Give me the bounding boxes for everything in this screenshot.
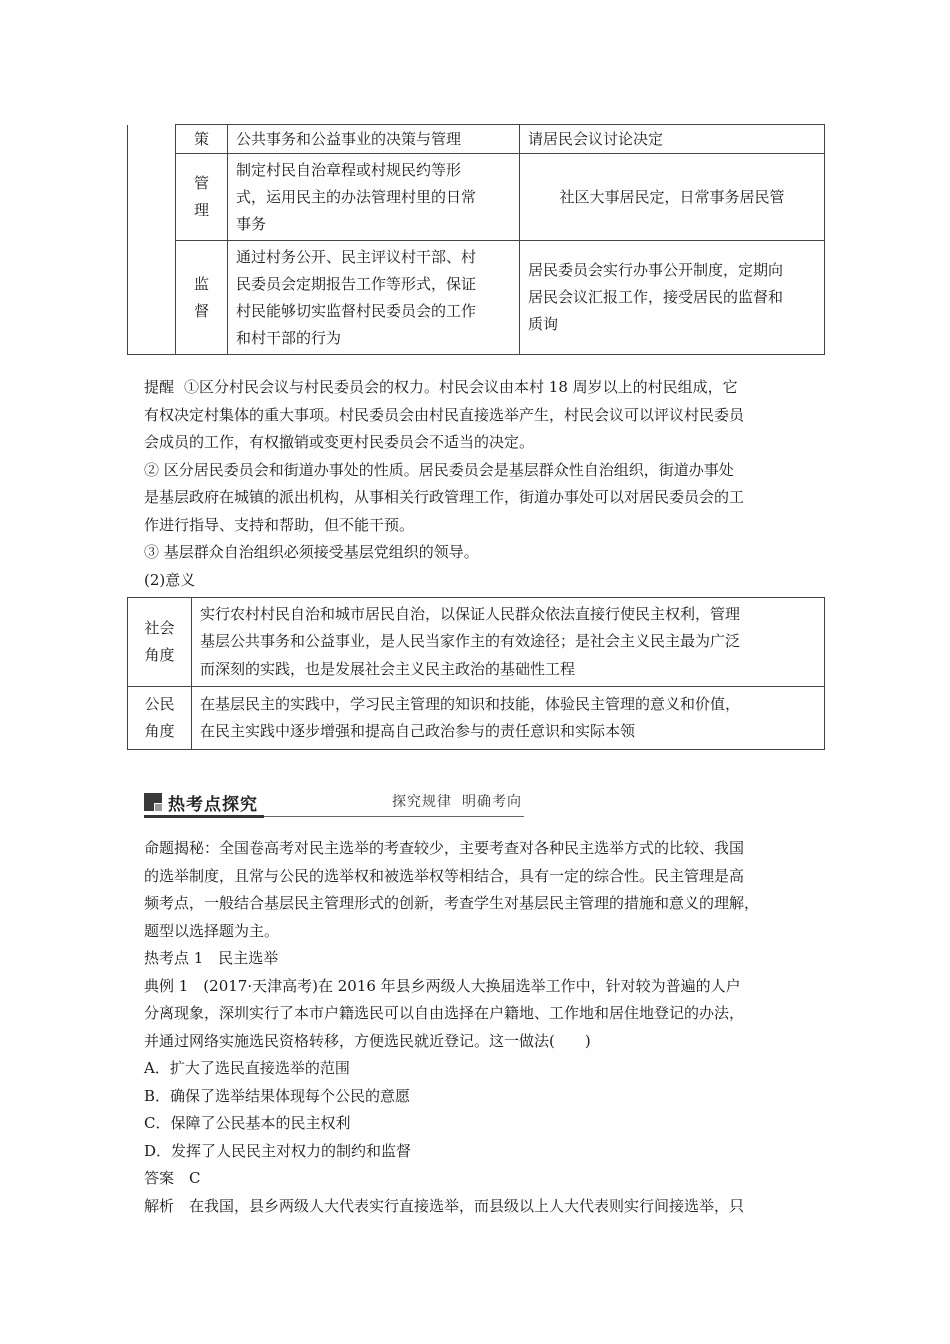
table-row <box>128 154 825 241</box>
body-line: 命题揭秘：全国卷高考对民主选举的考查较少，主要考查对各种民主选举方式的比较、我国 <box>144 839 745 857</box>
reminder-line: 会成员的工作，有权撤销或变更村民委员会不适当的决定。 <box>144 433 535 451</box>
reminder-line: ③ 基层群众自治组织必须接受基层党组织的领导。 <box>144 543 479 561</box>
village-cell: 公共事务和公益事业的决策与管理 <box>228 125 520 154</box>
self-governance-comparison-table <box>127 124 825 355</box>
body-text <box>144 835 824 1220</box>
reminder-line: ② 区分居民委员会和街道办事处的性质。居民委员会是基层群众性自治组织，街道办事处 <box>144 460 734 479</box>
resident-cell: 居民委员会实行办事公开制度，定期向 居民会议汇报工作，接受居民的监督和 质询 <box>520 241 825 355</box>
table-row <box>128 598 825 687</box>
reminder-line: 是基层政府在城镇的派出机构，从事相关行政管理工作，街道办事处可以对居民委员会的工 <box>144 488 745 506</box>
merged-blank-cell <box>128 125 176 355</box>
example-question-line: 典例 1 (2017·天津高考)在 2016 年县乡两级人大换届选举工作中，针对较为普遍的人户 <box>144 976 741 995</box>
section-underline <box>144 815 524 818</box>
reminder-line: 提醒 ①区分村民会议与村民委员会的权力。村民会议由本村 18 周岁以上的村民组成，它 <box>144 378 738 396</box>
body-line: 频考点，一般结合基层民主管理形式的创新，考查学生对基层民主管理的措施和意义的理解， <box>144 894 760 912</box>
reminder-line: 作进行指导、支持和帮助，但不能干预。 <box>144 515 415 534</box>
category-cell: 管 理 <box>176 154 228 241</box>
content-cell: 在基层民主的实践中，学习民主管理的知识和技能，体验民主管理的意义和价值， 在民主实践中逐步增强和提高自己政治参与的责任意识和实际本领 <box>192 687 825 750</box>
village-cell: 通过村务公开、民主评议村干部、村 民委员会定期报告工作等形式，保证 村民能够切实监督村民委员会的工作 和村干部的行为 <box>228 241 520 355</box>
example-question-line: 分离现象，深圳实行了本市户籍选民可以自由选择在户籍地、工作地和居住地登记的办法， <box>144 1004 745 1022</box>
reminder-line: 有权决定村集体的重大事项。村民委员会由村民直接选举产生，村民会议可以评议村民委员 <box>144 405 745 424</box>
section-title: 热考点探究 <box>168 795 258 815</box>
table-row <box>128 241 825 355</box>
significance-table <box>127 597 825 750</box>
example-question-line: 并通过网络实施选民资格转移，方便选民就近登记。这一做法( ) <box>144 1031 591 1050</box>
content-cell: 实行农村村民自治和城市居民自治，以保证人民群众依法直接行使民主权利，管理 基层公共事务和公益事业，是人民当家作主的有效途径；是社会主义民主最为广泛 而深刻的实践，也是发展社会主义民主政治的基础性工程 <box>192 598 825 687</box>
table-row <box>128 125 825 154</box>
table-row <box>128 687 825 750</box>
option-a: A．扩大了选民直接选举的范围 <box>144 1059 350 1077</box>
analysis-line: 解析 在我国，县乡两级人大代表实行直接选举，而县级以上人大代表则实行间接选举，只 <box>144 1196 745 1215</box>
resident-cell: 请居民会议讨论决定 <box>520 125 825 154</box>
reminder-label: 提醒 <box>144 378 175 396</box>
option-b: B．确保了选举结果体现每个公民的意愿 <box>144 1086 411 1105</box>
body-line: 题型以选择题为主。 <box>144 921 280 940</box>
subsection-heading: (2)意义 <box>144 570 196 589</box>
reminder-block <box>144 374 824 594</box>
category-cell: 公民 角度 <box>128 687 192 750</box>
category-cell: 社会 角度 <box>128 598 192 687</box>
category-cell: 策 <box>176 125 228 154</box>
option-c: C．保障了公民基本的民主权利 <box>144 1114 351 1132</box>
category-cell: 监 督 <box>176 241 228 355</box>
option-d: D．发挥了人民民主对权力的制约和监督 <box>144 1141 412 1160</box>
resident-cell: 社区大事居民定，日常事务居民管 <box>520 154 825 241</box>
body-line: 的选举制度，且常与公民的选举权和被选举权等相结合，具有一定的综合性。民主管理是高 <box>144 866 745 885</box>
section-square-icon <box>144 793 162 811</box>
answer-line: 答案 C <box>144 1169 201 1187</box>
hot-topic-heading: 热考点 1 民主选举 <box>144 949 279 967</box>
village-cell: 制定村民自治章程或村规民约等形 式，运用民主的办法管理村里的日常 事务 <box>228 154 520 241</box>
section-subtitle: 探究规律 明确考向 <box>392 794 522 810</box>
section-header <box>144 789 824 819</box>
